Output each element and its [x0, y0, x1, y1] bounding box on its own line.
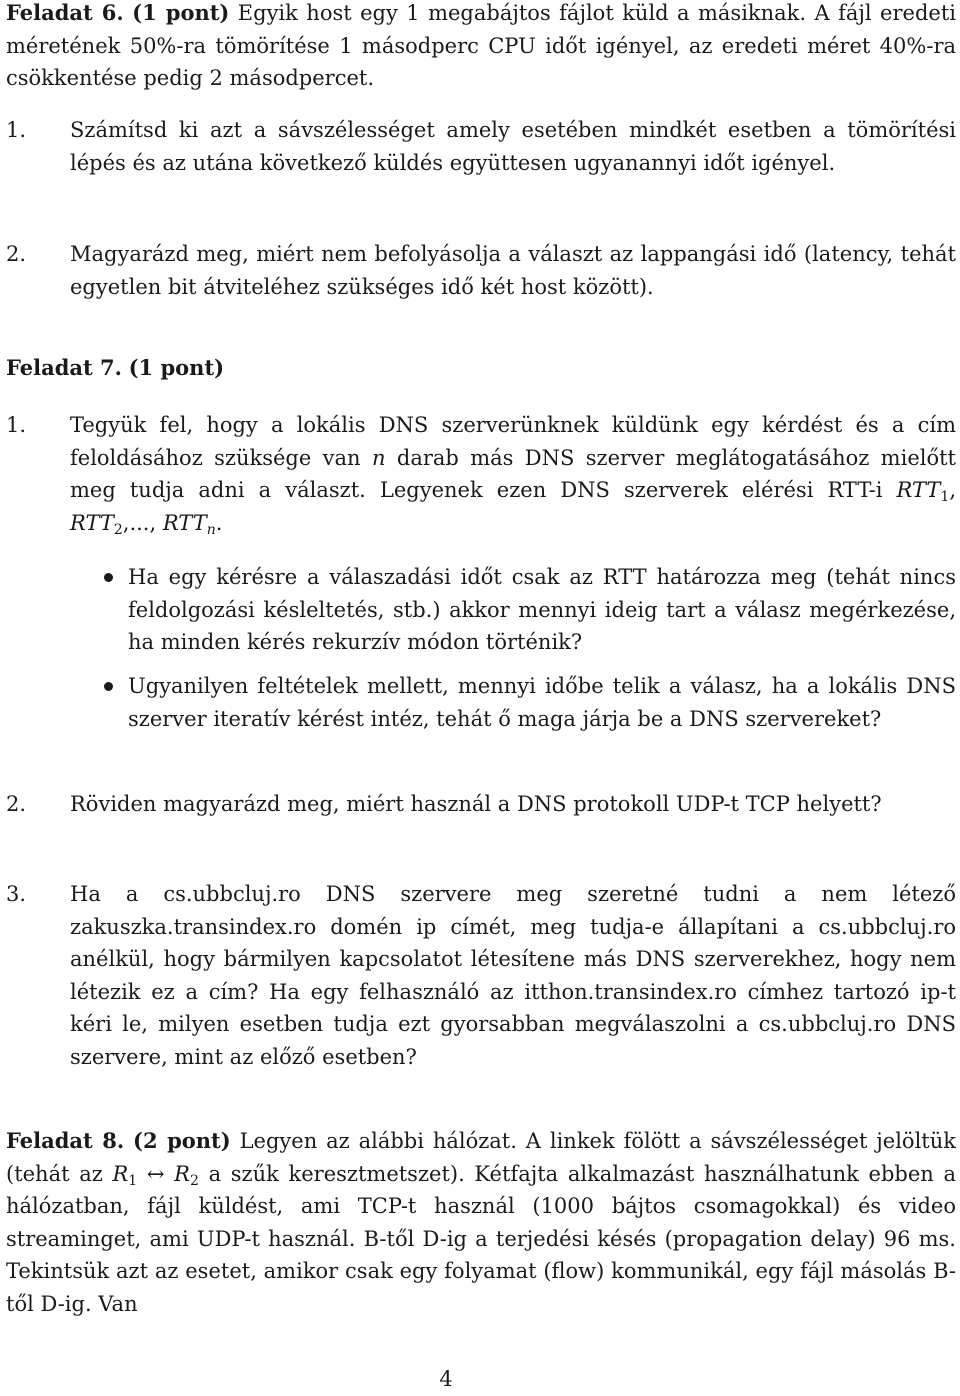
task7-item-2 [6, 788, 956, 821]
task7-item-3 [6, 878, 956, 1073]
bullet-text: Ugyanilyen feltételek mellett, mennyi időbe telik a válasz, ha a lokális DNS szerver iteratív kérést intéz, tehát ő maga járja be a DNS szervereket? [128, 674, 956, 731]
task6-intro-text: Egyik host egy 1 megabájtos fájlot küld a másiknak. A fájl eredeti méretének 50%-ra tömörítése 1 másodperc CPU időt igényel, az eredeti méret 40%-ra csökkentése pedig 2 másodpercet. [6, 1, 956, 90]
item-number: 1. [6, 413, 27, 437]
task8-paragraph: Feladat 8. (2 pont) Legyen az alábbi hálózat. A linkek fölött a sávszélességet jelöltük (tehát az $R_1$ ↔ $R_2$ a szűk keresztmetszet). Kétfajta alkalmazást használhatunk ebben a hálózatban, fájl küldést, ami TCP-t használ (1000 bájtos csomagokkal) és video streaminget, ami UDP-t használ. B-től D-ig a terjedési késés (propagation delay) 96 ms. Tekintsük azt az esetet, amikor csak egy folyamat (flow) kommunikál, egy fájl másolás B-től D-ig. Van [6, 1128, 956, 1316]
item-text: Röviden magyarázd meg, miért használ a DNS protokoll UDP-t TCP helyett? [70, 792, 882, 816]
task7-bullet-2 [102, 670, 956, 735]
item-number: 3. [6, 882, 27, 906]
task8-heading: Feladat 8. [6, 1128, 125, 1153]
task6-item-2 [6, 238, 956, 303]
item-text: Tegyük fel, hogy a lokális DNS szerverünknek küldünk egy kérdést és a cím feloldásához szüksége van n darab más DNS szerver meglátogatásához mielőtt meg tudja adni a választ. Legyenek ezen DNS szerverek elérési RTT-i $RTT_1$, $RTT_2$,..., $RTT_n$. [70, 413, 956, 538]
item-text: Számítsd ki azt a sávszélességet amely esetében mindkét esetben a tömörítési lépés és az utána következő küldés együttesen ugyanannyi időt igényel. [70, 118, 956, 175]
task6-points: (1 pont) [132, 0, 230, 25]
item-number: 2. [6, 242, 27, 266]
task7-heading-line [6, 352, 224, 385]
task6-intro [6, 0, 956, 95]
item-number: 2. [6, 792, 27, 816]
task7-item-1 [6, 409, 956, 539]
page-number: 4 [439, 1367, 453, 1391]
item-text: Ha a cs.ubbcluj.ro DNS szervere meg szeretné tudni a nem létező zakuszka.transindex.ro domén ip címét, meg tudja-e állapítani a cs.ubbcluj.ro anélkül, hogy bármilyen kapcsolatot létesítene más DNS szerverekhez, hogy nem létezik ez a cím? Ha egy felhasználó az itthon.transindex.ro címhez tartozó ip-t kéri le, milyen esetben tudja ezt gyorsabban megválaszolni a cs.ubbcluj.ro DNS szervere, mint az előző esetben? [70, 882, 956, 1069]
task8-points: (2 pont) [133, 1128, 231, 1153]
bullet-dot [102, 561, 128, 659]
task6-item-1 [6, 114, 956, 179]
task7-points: (1 pont) [128, 355, 225, 380]
item-text: Magyarázd meg, miért nem befolyásolja a választ az lappangási idő (latency, tehát egyetlen bit átviteléhez szükséges idő két host között). [70, 242, 956, 299]
item-number: 1. [6, 118, 27, 142]
task6-heading: Feladat 6. [6, 0, 124, 25]
task7-heading: Feladat 7. [6, 355, 122, 380]
bullet-dot [102, 670, 128, 735]
task7-bullet-1 [102, 561, 956, 659]
bullet-text: Ha egy kérésre a válaszadási időt csak az RTT határozza meg (tehát nincs feldolgozási késleltetés, stb.) akkor mennyi ideig tart a válasz megérkezése, ha minden kérés rekurzív módon történik? [128, 565, 956, 654]
